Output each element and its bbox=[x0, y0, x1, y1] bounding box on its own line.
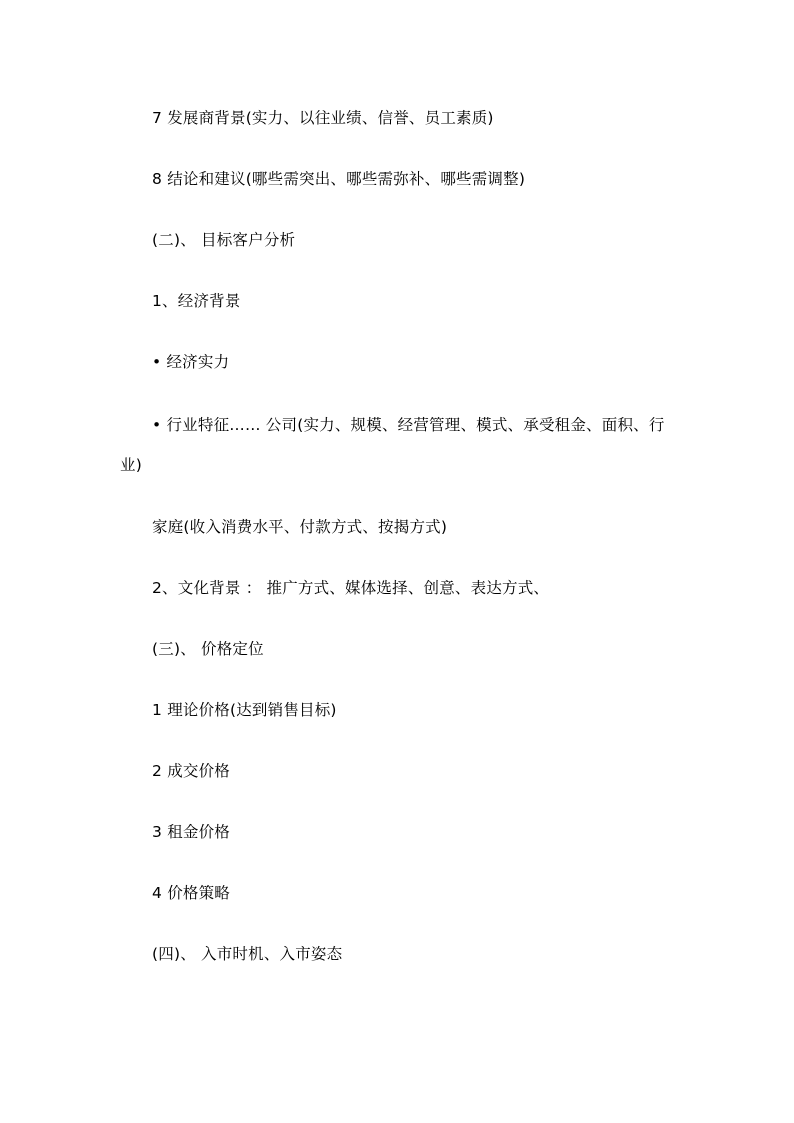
line-household: 家庭(收入消费水平、付款方式、按揭方式) bbox=[152, 518, 448, 536]
section-heading-market-entry: (四)、 入市时机、入市姿态 bbox=[152, 945, 343, 963]
section-heading-target-customers: (二)、 目标客户分析 bbox=[152, 231, 296, 249]
line-transaction-price: 2 成交价格 bbox=[152, 762, 230, 780]
line-cultural-background: 2、文化背景 ： 推广方式、媒体选择、创意、表达方式、 bbox=[152, 579, 550, 597]
bullet-economic-strength: • 经济实力 bbox=[152, 353, 230, 371]
line-theoretical-price: 1 理论价格(达到销售目标) bbox=[152, 701, 337, 719]
line-developer-background: 7 发展商背景(实力、以往业绩、信誉、员工素质) bbox=[152, 109, 494, 127]
section-heading-price-positioning: (三)、 价格定位 bbox=[152, 640, 264, 658]
line-conclusion-suggestions: 8 结论和建议(哪些需突出、哪些需弥补、哪些需调整) bbox=[152, 170, 526, 188]
line-economic-background: 1、经济背景 bbox=[152, 292, 241, 310]
line-rental-price: 3 租金价格 bbox=[152, 823, 230, 841]
line-price-strategy: 4 价格策略 bbox=[152, 884, 230, 902]
bullet-industry-features: • 行业特征…… 公司(实力、规模、经营管理、模式、承受租金、面积、行业) bbox=[120, 416, 665, 474]
